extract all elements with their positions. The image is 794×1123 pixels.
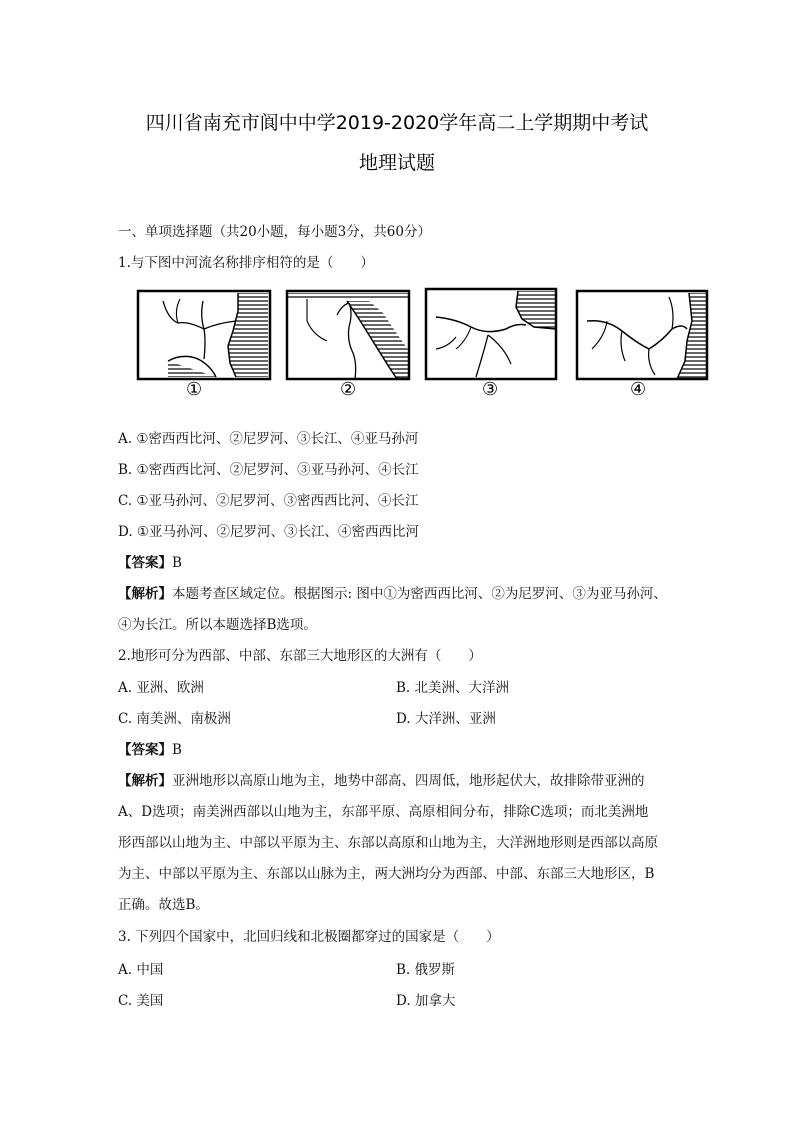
q2-answer-tag: 【答案】 [118, 742, 172, 758]
q2-option-c: C. 南美洲、南极洲 [118, 711, 231, 727]
q1-analysis-line-2: ④为长江。所以本题选择B选项。 [118, 617, 317, 633]
map-1 [138, 291, 270, 379]
river-maps-figure [130, 287, 715, 405]
q2-analysis-line-3: 形西部以山地为主、中部以平原为主、东部以高原和山地为主，大洋洲地形则是西部以高原 [118, 835, 658, 851]
question-2-stem: 2.地形可分为西部、中部、东部三大地形区的大洲有（ ） [118, 648, 482, 664]
q2-analysis-line-2: A、D选项；南美洲西部以山地为主，东部平原、高原相间分布，排除C选项；而北美洲地 [118, 804, 649, 820]
q2-analysis-line-1 [118, 769, 645, 789]
map-4 [577, 291, 707, 379]
q2-option-a: A. 亚洲、欧洲 [118, 680, 204, 696]
q2-answer-value: B [172, 742, 182, 758]
question-3-stem: 3. 下列四个国家中，北回归线和北极圈都穿过的国家是（ ） [118, 929, 500, 945]
q1-option-c: C. ①亚马孙河、②尼罗河、③密西西比河、④长江 [118, 493, 419, 509]
q3-option-b: B. 俄罗斯 [396, 962, 456, 978]
q1-analysis-text-1: 本题考查区域定位。根据图示: 图中①为密西西比河、②为尼罗河、③为亚马孙河、 [172, 586, 667, 602]
q2-answer [118, 738, 182, 758]
q1-option-d: D. ①亚马孙河、②尼罗河、③长江、④密西西比河 [118, 524, 420, 540]
q1-answer [118, 551, 182, 571]
document-subtitle: 地理试题 [358, 152, 435, 174]
q2-analysis-line-5: 正确。故选B。 [118, 897, 209, 913]
q1-analysis-tag: 【解析】 [118, 586, 172, 602]
q3-option-a: A. 中国 [118, 962, 164, 978]
question-1-stem: 1.与下图中河流名称排序相符的是（ ） [118, 255, 374, 271]
q1-answer-value: B [172, 555, 182, 571]
document-title: 四川省南充市阆中中学2019-2020学年高二上学期期中考试 [145, 112, 649, 134]
q1-option-a: A. ①密西西比河、②尼罗河、③长江、④亚马孙河 [118, 431, 419, 447]
map-3 [426, 289, 556, 379]
map-label-2: ② [340, 379, 357, 400]
q3-option-c: C. 美国 [118, 993, 164, 1009]
q1-analysis-line-1 [118, 582, 667, 602]
q3-option-d: D. 加拿大 [396, 993, 456, 1009]
q1-answer-tag: 【答案】 [118, 555, 172, 571]
q2-analysis-text-1: 亚洲地形以高原山地为主，地势中部高、四周低，地形起伏大，故排除带亚洲的 [172, 773, 645, 789]
map-label-3: ③ [482, 379, 499, 400]
q2-analysis-line-4: 为主、中部以平原为主、东部以山脉为主，两大洲均分为西部、中部、东部三大地形区，B [118, 866, 655, 882]
map-label-1: ① [186, 379, 203, 400]
map-2 [287, 291, 409, 379]
q1-option-b: B. ①密西西比河、②尼罗河、③亚马孙河、④长江 [118, 462, 419, 478]
q2-analysis-tag: 【解析】 [118, 773, 172, 789]
q2-option-b: B. 北美洲、大洋洲 [396, 680, 510, 696]
q2-option-d: D. 大洋洲、亚洲 [396, 711, 496, 727]
section-heading: 一、单项选择题（共20小题，每小题3分，共60分） [118, 224, 431, 240]
map-label-4: ④ [630, 379, 647, 400]
river-maps-svg [130, 287, 715, 405]
